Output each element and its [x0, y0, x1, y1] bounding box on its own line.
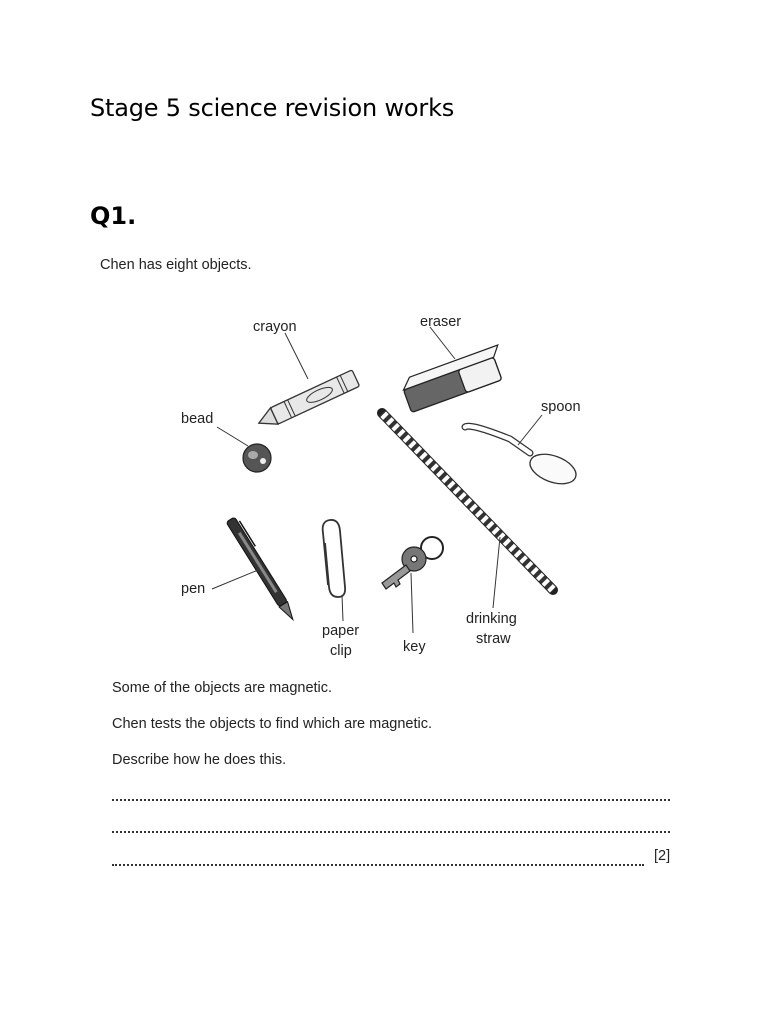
bead-drawing: [243, 444, 271, 472]
objects-illustration: [170, 305, 610, 665]
eraser-drawing: [400, 345, 509, 413]
label-spoon: spoon: [541, 399, 581, 415]
paper-clip-drawing: [323, 520, 345, 597]
answer-line[interactable]: [112, 864, 644, 866]
label-eraser: eraser: [420, 314, 462, 330]
answer-line[interactable]: [112, 831, 670, 833]
label-bead: bead: [181, 411, 214, 427]
document-title: Stage 5 science revision works: [90, 94, 455, 122]
key-drawing: [382, 537, 443, 589]
answer-line[interactable]: [112, 799, 670, 801]
label-drinking-straw-2: straw: [476, 631, 511, 647]
crayon-drawing: [255, 370, 360, 432]
question-number: Q1.: [90, 202, 137, 230]
paragraph-test: Chen tests the objects to find which are magnetic.: [112, 716, 432, 732]
label-crayon: crayon: [253, 319, 297, 335]
question-intro: Chen has eight objects.: [100, 257, 252, 273]
marks-label: [2]: [654, 848, 671, 864]
label-pen: pen: [181, 581, 206, 597]
paragraph-describe: Describe how he does this.: [112, 752, 287, 768]
paragraph-magnetic: Some of the objects are magnetic.: [112, 680, 333, 696]
spoon-drawing: [465, 426, 580, 489]
label-paper-clip-1: paper: [322, 623, 360, 639]
pen-drawing: [226, 516, 299, 622]
label-paper-clip-2: clip: [330, 643, 352, 659]
label-key: key: [403, 639, 426, 655]
label-drinking-straw-1: drinking: [466, 611, 517, 627]
